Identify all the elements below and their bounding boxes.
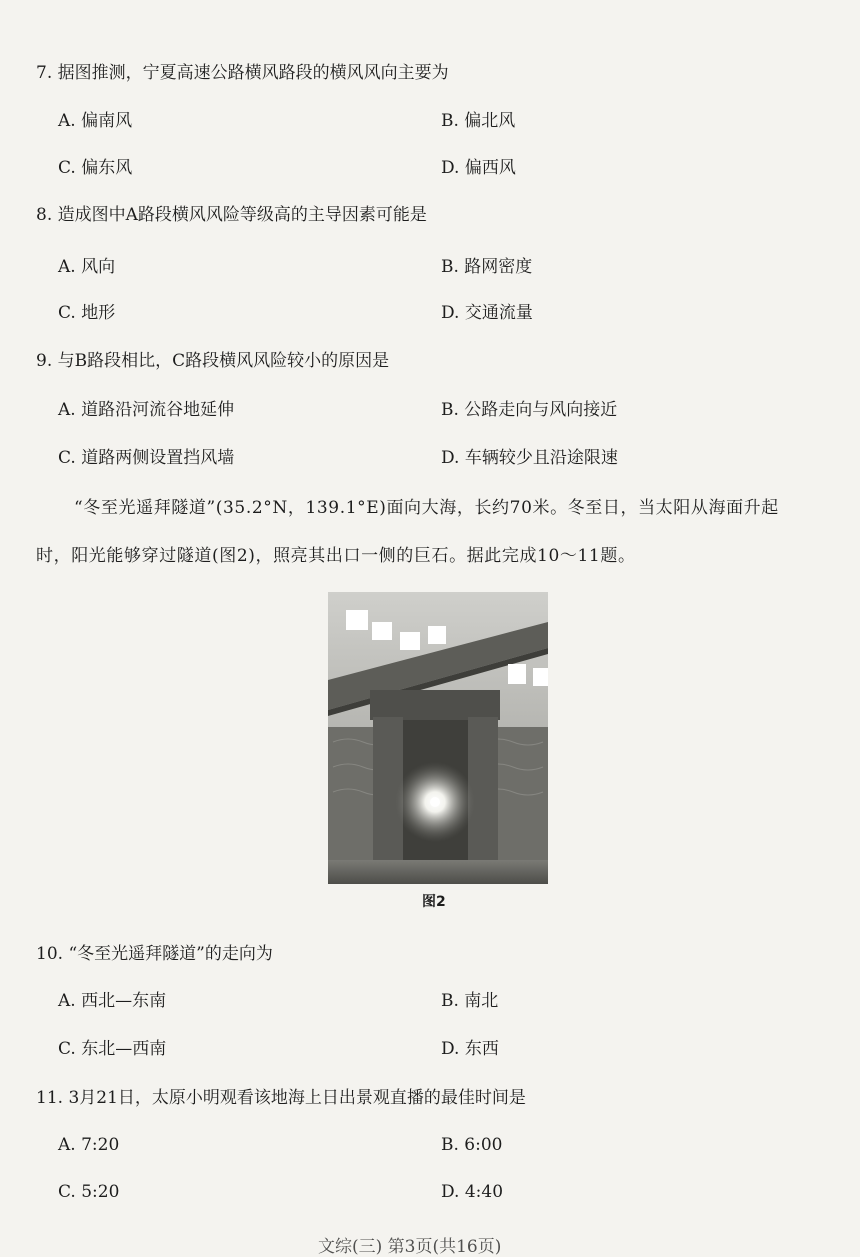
question-10-option-a: A. 西北—东南 <box>58 991 167 1011</box>
question-11-option-d: D. 4:40 <box>441 1182 504 1202</box>
question-7-option-b: B. 偏北风 <box>441 111 516 131</box>
passage-line-2: 时，阳光能够穿过隧道(图2)，照亮其出口一侧的巨石。据此完成10～11题。 <box>36 546 636 566</box>
question-9-option-b: B. 公路走向与风向接近 <box>441 400 618 420</box>
page-footer: 文综(三) 第3页(共16页) <box>318 1237 502 1257</box>
question-7-option-d: D. 偏西风 <box>441 158 516 178</box>
question-9-option-a: A. 道路沿河流谷地延伸 <box>58 400 235 420</box>
question-9-option-c: C. 道路两侧设置挡风墙 <box>58 448 235 468</box>
question-11-stem: 11. 3月21日，太原小明观看该地海上日出景观直播的最佳时间是 <box>36 1088 526 1108</box>
question-11-option-a: A. 7:20 <box>58 1135 120 1155</box>
question-9-option-d: D. 车辆较少且沿途限速 <box>441 448 618 468</box>
question-10-option-c: C. 东北—西南 <box>58 1039 167 1059</box>
question-8-option-b: B. 路网密度 <box>441 257 533 277</box>
question-8-option-c: C. 地形 <box>58 303 116 323</box>
question-9-stem: 9. 与B路段相比，C路段横风风险较小的原因是 <box>36 351 390 371</box>
question-7-stem: 7. 据图推测，宁夏高速公路横风路段的横风风向主要为 <box>36 63 449 83</box>
question-7-option-a: A. 偏南风 <box>58 111 133 131</box>
question-8-option-a: A. 风向 <box>58 257 116 277</box>
question-10-stem: 10. “冬至光遥拜隧道”的走向为 <box>36 944 273 964</box>
question-7-option-c: C. 偏东风 <box>58 158 133 178</box>
question-10-option-d: D. 东西 <box>441 1039 499 1059</box>
question-11-option-c: C. 5:20 <box>58 1182 120 1202</box>
question-8-stem: 8. 造成图中A路段横风风险等级高的主导因素可能是 <box>36 205 427 225</box>
passage-line-1: “冬至光遥拜隧道”(35.2°N，139.1°E)面向大海，长约70米。冬至日，当太阳从海面升起 <box>74 498 779 518</box>
question-10-option-b: B. 南北 <box>441 991 499 1011</box>
figure-caption: 图2 <box>422 894 446 910</box>
question-11-option-b: B. 6:00 <box>441 1135 503 1155</box>
tunnel-photo-illustration <box>328 592 548 884</box>
question-8-option-d: D. 交通流量 <box>441 303 533 323</box>
tunnel-photo <box>328 592 548 884</box>
